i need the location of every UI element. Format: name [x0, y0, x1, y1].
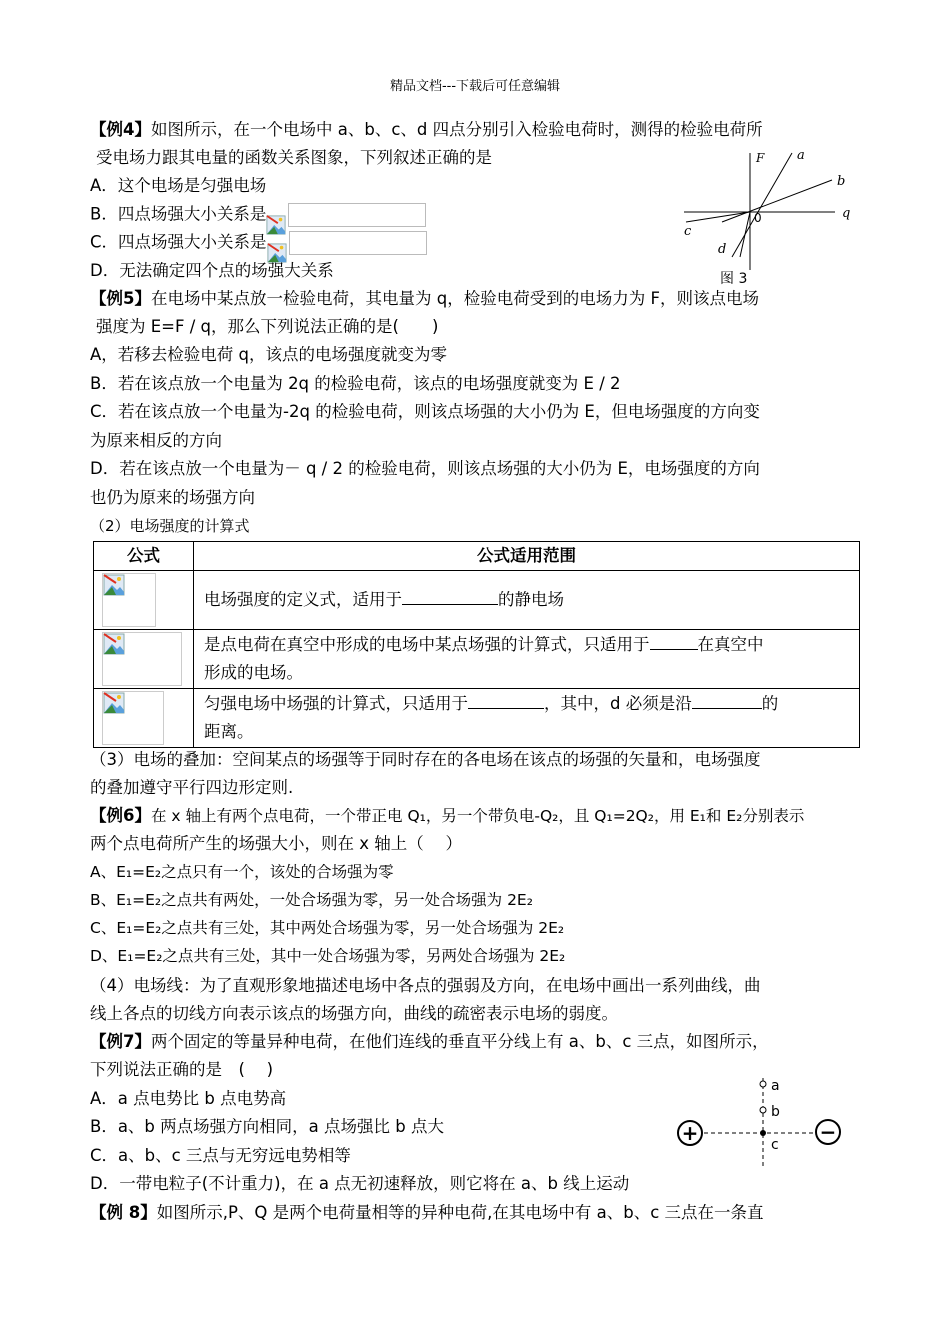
formula-image-cell	[94, 571, 194, 630]
ex6-text1: 在 x 轴上有两个点电荷，一个带正电 Q₁，另一个带负电-Q₂，且 Q₁=2Q₂，用 E₁和 E₂分别表示	[150, 807, 805, 825]
line-c	[686, 212, 750, 222]
ex6-option-d: D、E₁=E₂之点共有三处，其中一处合场强为零，另两处合场强为 2E₂	[90, 947, 566, 965]
section-4-line2: 线上各点的切线方向表示该点的场强方向，曲线的疏密表示电场的弱度。	[90, 1004, 618, 1023]
ex7-option-a: A．a 点电势比 b 点电势高	[90, 1089, 287, 1108]
ex5-text1: 在电场中某点放一检验电荷，其电量为 q，检验电荷受到的电场力为 F，则该点电场	[150, 289, 759, 308]
label-origin: 0	[754, 211, 762, 225]
formula-image	[102, 573, 156, 627]
ex4-tag: 【例4】	[90, 120, 151, 139]
label-b: b	[837, 174, 846, 189]
line-b	[722, 180, 832, 222]
ex5-option-a: A，若移去检验电荷 q，该点的电场强度就变为零	[90, 345, 448, 364]
label-c: c	[684, 224, 692, 239]
ex7-option-b: B．a、b 两点场强方向相同，a 点场强比 b 点大	[90, 1117, 444, 1136]
label-d: d	[718, 242, 727, 257]
ex7-text1: 两个固定的等量异种电荷，在他们连线的垂直平分线上有 a、b、c 三点，如图所示，	[150, 1032, 769, 1051]
formula-image	[102, 691, 164, 745]
scope-text: 电场强度的定义式，适用于	[204, 590, 402, 609]
point-b	[760, 1107, 766, 1113]
label-q: q	[842, 206, 851, 221]
scope-text: 匀强电场中场强的计算式，只适用于	[204, 694, 468, 713]
section-3-line1: （3）电场的叠加：空间某点的场强等于同时存在的各电场在该点的场强的矢量和，电场强度	[90, 750, 761, 769]
ex5-option-c1: C．若在该点放一个电量为-2q 的检验电荷，则该点场强的大小仍为 E，但电场强度的方向变	[90, 402, 760, 421]
ex7-tag: 【例7】	[90, 1032, 151, 1051]
formula-box-c	[289, 231, 427, 255]
scope-cell	[194, 571, 860, 630]
formula-image-cell	[94, 630, 194, 689]
ex4-option-b	[90, 203, 426, 227]
broken-image-icon	[103, 692, 125, 714]
table-row	[94, 630, 860, 689]
scope-text: ，其中，d 必须是沿	[544, 694, 692, 713]
ex4-option-a: A．这个电场是匀强电场	[90, 176, 267, 195]
ex4-option-c	[90, 231, 427, 255]
scope-text: 是点电荷在真空中形成的电场中某点场强的计算式，只适用于	[204, 635, 650, 654]
ex5-option-d2: 也仍为原来的场强方向	[90, 488, 255, 507]
ex6-option-c: C、E₁=E₂之点共有三处，其中两处合场强为零，另一处合场强为 2E₂	[90, 919, 565, 937]
table-row	[94, 571, 860, 630]
scope-cell	[194, 630, 860, 689]
section-4-line1: （4）电场线：为了直观形象地描述电场中各点的强弱及方向，在电场中画出一系列曲线，曲	[90, 976, 761, 995]
ex4-line2: 受电场力跟其电量的函数关系图象，下列叙述正确的是	[96, 148, 492, 167]
fill-blank	[402, 588, 498, 605]
label-b: b	[771, 1104, 780, 1120]
formula-image-cell	[94, 689, 194, 748]
f-q-graph-figure	[680, 145, 870, 290]
section-3-line2: 的叠加遵守平行四边形定则.	[90, 778, 294, 797]
line-d	[740, 212, 750, 257]
table-row	[94, 689, 860, 748]
section-2-title: （2）电场强度的计算式	[90, 517, 250, 535]
ex5-option-c2: 为原来相反的方向	[90, 431, 222, 450]
ex8-text1: 如图所示,P、Q 是两个电荷量相等的异种电荷,在其电场中有 a、b、c 三点在一条直	[156, 1203, 764, 1222]
ex7-option-d: D．一带电粒子(不计重力)，在 a 点无初速释放，则它将在 a、b 线上运动	[90, 1174, 630, 1193]
broken-image-icon	[103, 574, 125, 596]
ex6-option-b: B、E₁=E₂之点共有两处，一处合场强为零，另一处合场强为 2E₂	[90, 891, 533, 909]
ex7-option-c: C．a、b、c 三点与无穷远电势相等	[90, 1146, 351, 1165]
ex8-tag: 【例 8】	[90, 1203, 157, 1222]
fill-blank	[650, 633, 698, 650]
ex6-tag: 【例6】	[90, 806, 151, 825]
label-F: F	[756, 151, 765, 165]
label-a: a	[797, 148, 805, 163]
scope-cell	[194, 689, 860, 748]
ex6-option-a: A、E₁=E₂之点只有一个，该处的合场强为零	[90, 863, 394, 881]
ex8-line1	[90, 1202, 764, 1224]
page-header: 精品文档---下载后可任意编辑	[389, 79, 561, 94]
scope-text: 距离。	[204, 722, 254, 741]
formula-box-b	[288, 203, 426, 227]
scope-text: 在真空中	[697, 635, 764, 654]
formula-image	[102, 632, 182, 686]
ex5-option-b: B．若在该点放一个电量为 2q 的检验电荷，该点的电场强度就变为 E / 2	[90, 374, 621, 393]
scope-text: 的静电场	[498, 590, 564, 609]
ex4-option-b-text: B．四点场强大小关系是	[90, 204, 267, 224]
figure-caption: 图 3	[720, 271, 748, 287]
ex7-line2: 下列说法正确的是 ( )	[90, 1060, 274, 1079]
broken-image-icon	[103, 633, 125, 655]
minus-sign: −	[819, 1120, 837, 1144]
table-header-scope: 公式适用范围	[194, 542, 860, 571]
ex4-option-d: D．无法确定四个点的场强大关系	[90, 261, 334, 280]
ex5-tag: 【例5】	[90, 289, 151, 308]
ex5-option-d1: D．若在该点放一个电量为－ q / 2 的检验电荷，则该点场强的大小仍为 E，电场强度的方向	[90, 459, 760, 478]
label-a: a	[771, 1078, 780, 1094]
scope-text: 的	[761, 694, 779, 713]
line-a	[732, 153, 792, 257]
ex6-line2: 两个点电荷所产生的场强大小，则在 x 轴上（ ）	[90, 834, 462, 853]
ex7-line1	[90, 1031, 769, 1053]
fill-blank	[692, 692, 762, 709]
ex6-line1	[90, 805, 804, 827]
scope-text: 形成的电场。	[204, 663, 303, 682]
point-a	[760, 1081, 766, 1087]
label-c: c	[771, 1137, 779, 1153]
plus-sign: +	[681, 1121, 699, 1145]
dipole-figure	[670, 1070, 860, 1170]
ex5-line1	[90, 288, 759, 310]
table-header-row	[94, 542, 860, 571]
ex5-line2: 强度为 E=F / q，那么下列说法正确的是( )	[96, 317, 439, 336]
ex4-option-c-text: C．四点场强大小关系是	[90, 232, 267, 252]
ex4-line1	[90, 119, 763, 141]
point-c	[760, 1130, 766, 1136]
ex4-text1: 如图所示，在一个电场中 a、b、c、d 四点分别引入检验电荷时，测得的检验电荷所	[150, 120, 763, 139]
formula-table	[93, 541, 860, 748]
table-header-formula: 公式	[94, 542, 194, 571]
fill-blank	[468, 692, 544, 709]
